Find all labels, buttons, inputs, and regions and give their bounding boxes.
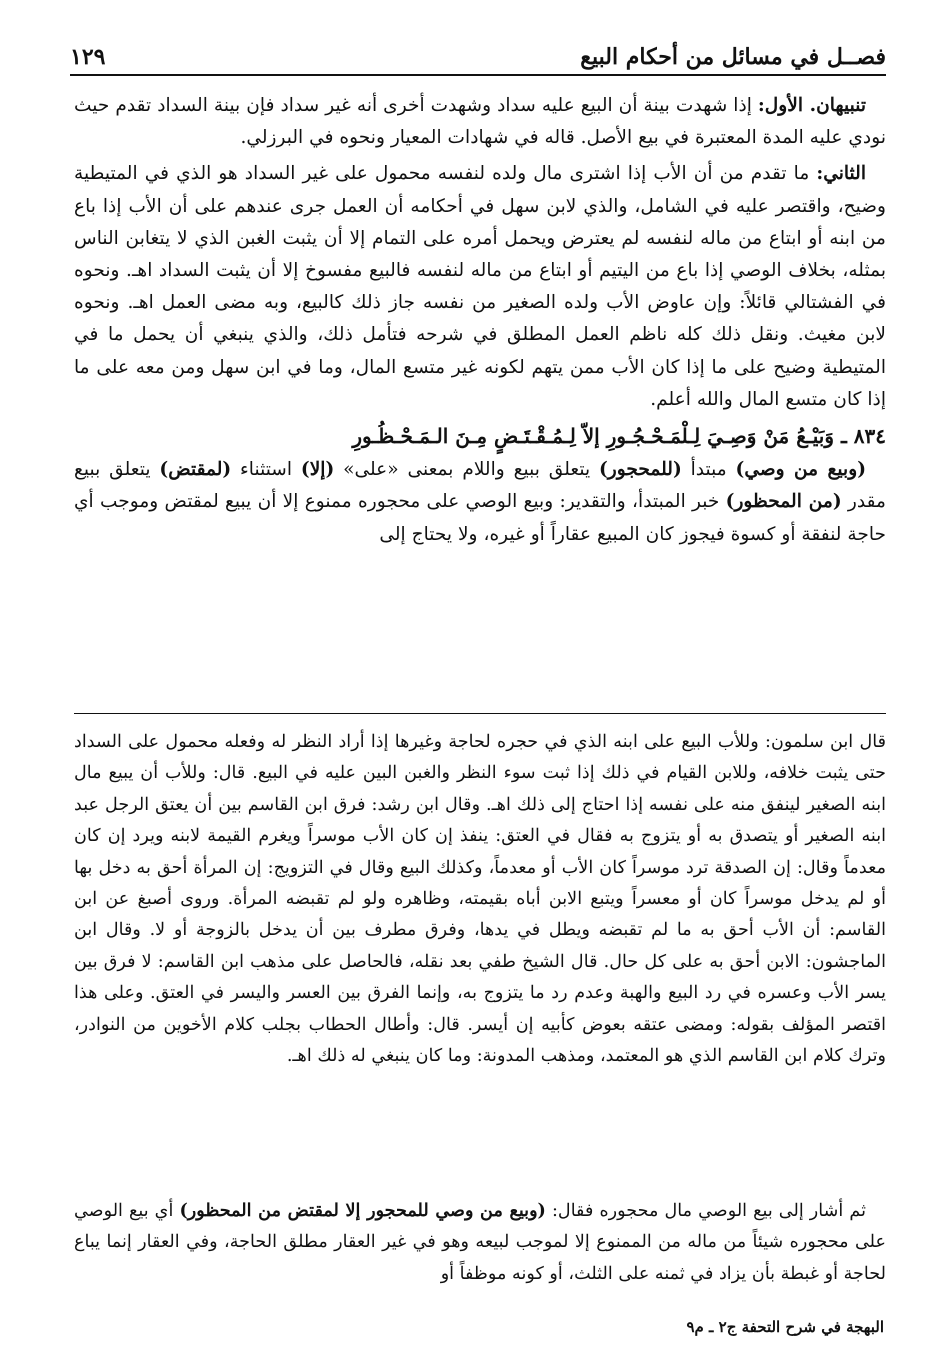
notes-paragraph: قال ابن سلمون: وللأب البيع على ابنه الذي في حجره لحاجة وغيرها إذا أراد النظر له وفعله محمول على السداد حتى يثبت خلافه، وللابن القيام في ذلك إذا ثبت سوء النظر والغبن البين عليه في البيع. قال: وللأب أن يبيع مال ابنه الصغير لينفق منه على نفسه إذا احتاج إلى ذلك اهـ. وقال ابن رشد: فرق ابن القاسم بين أن يعتق الرجل عبد ابنه الصغير أو يتصدق به أو يتزوج به فقال في العتق: ينفذ إن كان الأب موسراً ويغرم القيمة لابنه ويرد إن كان معدماً وقال: إن الصدقة ترد موسراً كان الأب أو معدماً، وكذلك البيع وقال في التزويج: إن المرأة أحق به دخل بها أو لم يدخل موسراً كان أو معسراً ويتبع الابن أباه بقيمته، وظاهره ولو لم تقبضه المرأة. وروى أصبغ عن ابن القاسم: أن الأب أحق به ما لم تقبضه ويطل في يدها، وفرق مطرف بين أن يدخل بالزوجة أو لا. وقال ابن الماجشون: الابن أحق به على كل حال. قال الشيخ طفي بعد نقله، فالحاصل على مذهب ابن القاسم: لا فرق بين يسر الأب وعسره في رد البيع والهبة وعدم رد ما يتزوج به، وإنما الفرق بين العسر واليسر في العتق. وعلى هذا اقتصر المؤلف بقوله: ومضى عتقه بعوض كأبيه إن أيسر. قال: وأطال الحطاب بجلب كلام الأخوين من النوادر، وترك كلام ابن القاسم الذي هو المعتمد، ومذهب المدونة: وما كان ينبغي له ذلك اهـ.: [74, 732, 887, 1067]
commentary-segment: خبر المبتدأ، والتقدير: وبيع الوصي على محجوره ممنوع إلا أن يبيع لمقتض وموجب أي حاجة لنفقة أو كسوة فيجوز كان المبيع عقاراً أو غيره، ولا يحتاج إلى: [74, 491, 886, 545]
header-rule: [70, 74, 886, 76]
first-note-text: إذا شهدت بينة أن البيع عليه سداد وشهدت أخرى أنه غير سداد فإن بينة السداد تقدم حيث نودي عليه المدة المعتبرة في بيع الأصل. قاله في شهادات المعيار ونحوه في البرزلي.: [74, 95, 886, 149]
first-note-lead: تنبيهان. الأول:: [757, 95, 866, 116]
main-text: [74, 90, 886, 555]
term-bay-min-wasi: (وبيع من وصي): [735, 459, 866, 481]
paragraph-first-note: [74, 90, 886, 154]
continuation-body: أي بيع الوصي على محجوره شيئاً من ماله من الممنوع إلا لموجب لبيعه وهو في غير العقار مطلق الحاجة، وفي العقار إنما يباع لحاجة أو غبطة بأن يزاد في ثمنه على الثلث، أو كونه موظفاً أو: [74, 1201, 886, 1284]
verse-834: ٨٣٤ ـ وَبَيْـعُ مَنْ وَصِـيَ لِـلْمَـحْـجُـورِ إلاّ لِـمُـقْـتَـضٍ مِـنَ الـمَـحْـظُـورِ: [352, 424, 886, 449]
second-note-lead: الثاني:: [816, 163, 866, 185]
page-number: ١٢٩: [70, 44, 106, 70]
commentary-notes: [74, 727, 886, 1072]
page-header: [70, 30, 886, 70]
commentary-segment: يتعلق ببيع مقدر: [74, 459, 886, 513]
term-illa: (إلا): [300, 459, 335, 481]
commentary-segment: يتعلق ببيع واللام بمعنى «على»: [334, 459, 599, 481]
commentary-segment: استثناء: [231, 459, 301, 481]
term-min-al-mahzur: (من المحظور): [725, 491, 842, 513]
chapter-title: فصــل في مسائل من أحكام البيع: [580, 44, 886, 70]
page-footer: البهجة في شرح التحفة ج٢ ـ م٩: [686, 1318, 884, 1336]
second-note-text: ما تقدم من أن الأب إذا اشترى مال ولده لنفسه محمول على غير السداد هو الذي في المتيطية وضيح، واقتصر عليه في الشامل، والذي لابن سهل في أحكامه أن العمل جرى عندهم على أن الأب إذا باع من ابنه أو ابتاع من ماله لنفسه لم يعترض ويحمل أمره على التمام إلا أن يثبت الغبن الذي لا يتغابن الناس بمثله، بخلاف الوصي إذا باع من اليتيم أو ابتاع من ماله لنفسه فالبيع مفسوخ إلا أن يثبت السداد اهـ. ونحوه في الفشتالي قائلاً: وإن عاوض الأب ولده الصغير من نفسه جاز ذلك كالبيع، وبه مضى العمل اهـ. ونحوه لابن مغيث. ونقل ذلك كله ناظم العمل المطلق في شرحه فتأمل ذلك، والذي ينبغي أن يحمل ما في المتيطية وضيح على ما إذا كان الأب ممن يتهم لكونه غير متسع المال، وما في ابن سهل ومن معه على ما إذا كان متسع المال والله أعلم.: [74, 163, 886, 410]
continuation-verse-quote: (وبيع من وصي للمحجور إلا لمقتض من المحظور): [179, 1200, 546, 1221]
commentary-segment: مبتدأ: [681, 459, 736, 481]
term-li-muqtadin: (لمقتض): [159, 459, 232, 481]
continuation-intro: ثم أشار إلى بيع الوصي مال محجوره فقال:: [545, 1201, 866, 1221]
continuation-paragraph: [74, 1195, 886, 1290]
paragraph-verse-commentary: [74, 454, 886, 551]
continuation-text: [74, 1195, 886, 1290]
paragraph-second-note: [74, 158, 886, 416]
term-lil-mahjur: (للمحجور): [598, 459, 682, 481]
footnote-divider: [74, 713, 886, 714]
